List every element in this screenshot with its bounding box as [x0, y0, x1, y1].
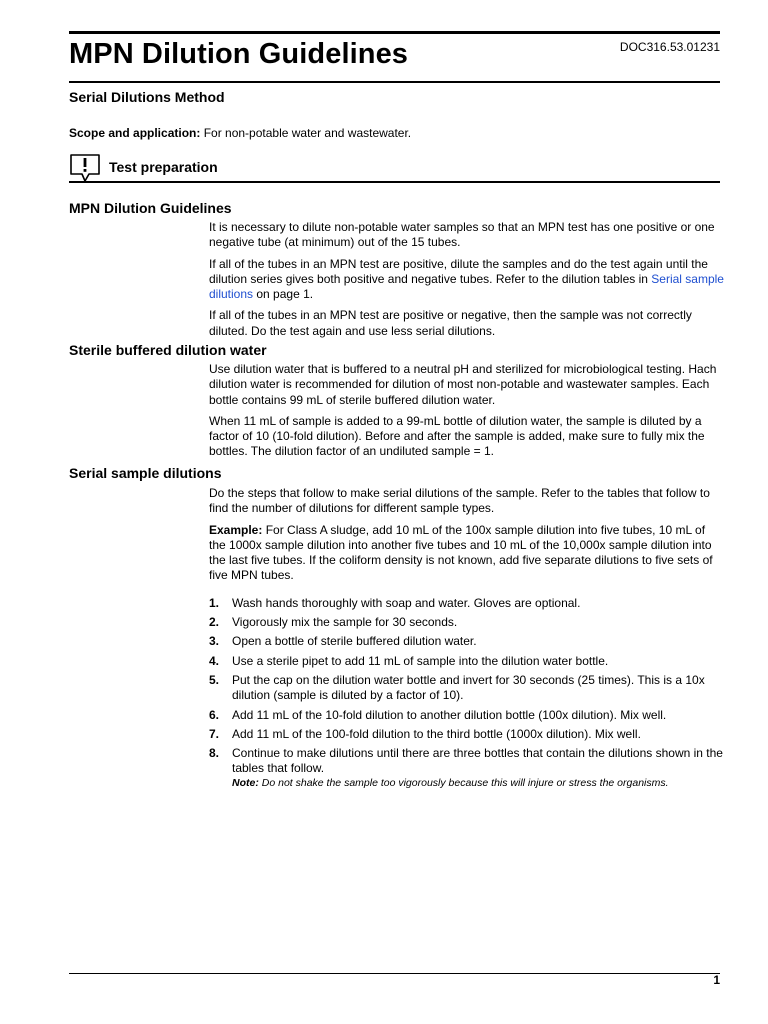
serial-paragraph-1: Do the steps that follow to make serial dilutions of the sample. Refer to the tables that follow to find the number of dilutions for different sample types. [209, 486, 710, 516]
step-item [209, 746, 724, 790]
sterile-paragraph-2: When 11 mL of sample is added to a 99-mL bottle of dilution water, the sample is diluted by a factor of 10 (10-fold dilution). Before and after the sample is added, make sure to fully mix the bottles. The dilution factor of an undiluted sample = 1. [209, 413, 705, 459]
step-text: Vigorously mix the sample for 30 seconds. [232, 615, 458, 630]
prep-rule [69, 181, 720, 183]
step-number: 4. [209, 653, 220, 668]
step-text: Continue to make dilutions until there are three bottles that contain the dilutions shown in the tables that follow. [232, 746, 723, 776]
sterile-water-body [209, 362, 724, 466]
document-id: DOC316.53.01231 [619, 40, 720, 54]
example-label: Example: [209, 522, 263, 537]
dilution-steps-list [209, 596, 724, 790]
step-text: Wash hands thoroughly with soap and water. Gloves are optional. [232, 595, 581, 610]
scope-text: For non-potable water and wastewater. [200, 126, 412, 140]
step-number: 1. [209, 595, 220, 610]
step-item [209, 634, 724, 649]
step-item [209, 654, 724, 669]
page-number: 1 [713, 973, 720, 987]
step-text: Open a bottle of sterile buffered dilution water. [232, 634, 477, 649]
mpn-guidelines-body [209, 220, 724, 345]
serial-dilutions-link[interactable]: Serial sample dilutions [209, 271, 724, 302]
mpn-paragraph-3: If all of the tubes in an MPN test are positive or negative, then the sample was not correctly diluted. Do the test again and use less serial dilutions. [209, 308, 692, 338]
step-number: 6. [209, 707, 220, 722]
scope-statement [69, 126, 411, 140]
example-text: For Class A sludge, add 10 mL of the 100x sample dilution into five tubes, 10 mL of the 1000x sample dilution into another five tubes and 10 mL of the 10,000x sample dilution into the last five tubes. If the coliform density is not known, add five separate dilutions to five sets of five MPN tubes. [209, 522, 713, 583]
sterile-water-heading: Sterile buffered dilution water [69, 342, 267, 358]
serial-dilutions-heading: Serial sample dilutions [69, 465, 222, 481]
step-number: 5. [209, 672, 220, 687]
title-rule [69, 81, 720, 83]
step-item [209, 596, 724, 611]
footer-rule [69, 973, 720, 974]
mpn-paragraph-2 [209, 257, 724, 303]
sterile-paragraph-1: Use dilution water that is buffered to a neutral pH and sterilized for microbiological testing. Hach dilution water is recommended for dilution of most non-potable and wastewater samples. Each bottle contains 99 mL of sterile buffered dilution water. [209, 362, 717, 407]
top-rule [69, 31, 720, 34]
step-item [209, 615, 724, 630]
mpn-guidelines-heading: MPN Dilution Guidelines [69, 200, 232, 216]
mpn-paragraph-2-text: If all of the tubes in an MPN test are positive, dilute the samples and do the test again until the dilution series gives both positive and negative tubes. Refer to the dilution tables in [209, 256, 708, 286]
step-text: Use a sterile pipet to add 11 mL of sample into the dilution water bottle. [232, 653, 609, 668]
step-item [209, 708, 724, 723]
step-note [232, 777, 724, 790]
note-label: Note: [232, 776, 259, 789]
step-item [209, 727, 724, 742]
step-item [209, 673, 724, 704]
step-number: 2. [209, 615, 220, 630]
test-preparation-heading: Test preparation [109, 159, 218, 175]
page-title: MPN Dilution Guidelines [69, 38, 409, 70]
serial-dilutions-body [209, 486, 724, 794]
caution-callout-icon [69, 153, 101, 183]
step-text: Put the cap on the dilution water bottle and invert for 30 seconds (25 times). This is a 10x dilution (sample is diluted by a factor of 10). [232, 672, 705, 703]
mpn-paragraph-2-tail: on page 1. [253, 287, 314, 302]
method-subtitle: Serial Dilutions Method [69, 89, 225, 105]
step-number: 7. [209, 726, 220, 741]
step-number: 8. [209, 746, 220, 761]
example-paragraph [209, 523, 724, 584]
step-number: 3. [209, 634, 220, 649]
note-text: Do not shake the sample too vigorously because this will injure or stress the organisms. [258, 776, 669, 789]
mpn-paragraph-1: It is necessary to dilute non-potable water samples so that an MPN test has one positive or one negative tube (at minimum) out of the 15 tubes. [209, 220, 715, 250]
step-text: Add 11 mL of the 10-fold dilution to another dilution bottle (100x dilution). Mix well. [232, 707, 667, 722]
scope-label: Scope and application: [69, 126, 201, 140]
step-text: Add 11 mL of the 100-fold dilution to the third bottle (1000x dilution). Mix well. [232, 726, 641, 741]
